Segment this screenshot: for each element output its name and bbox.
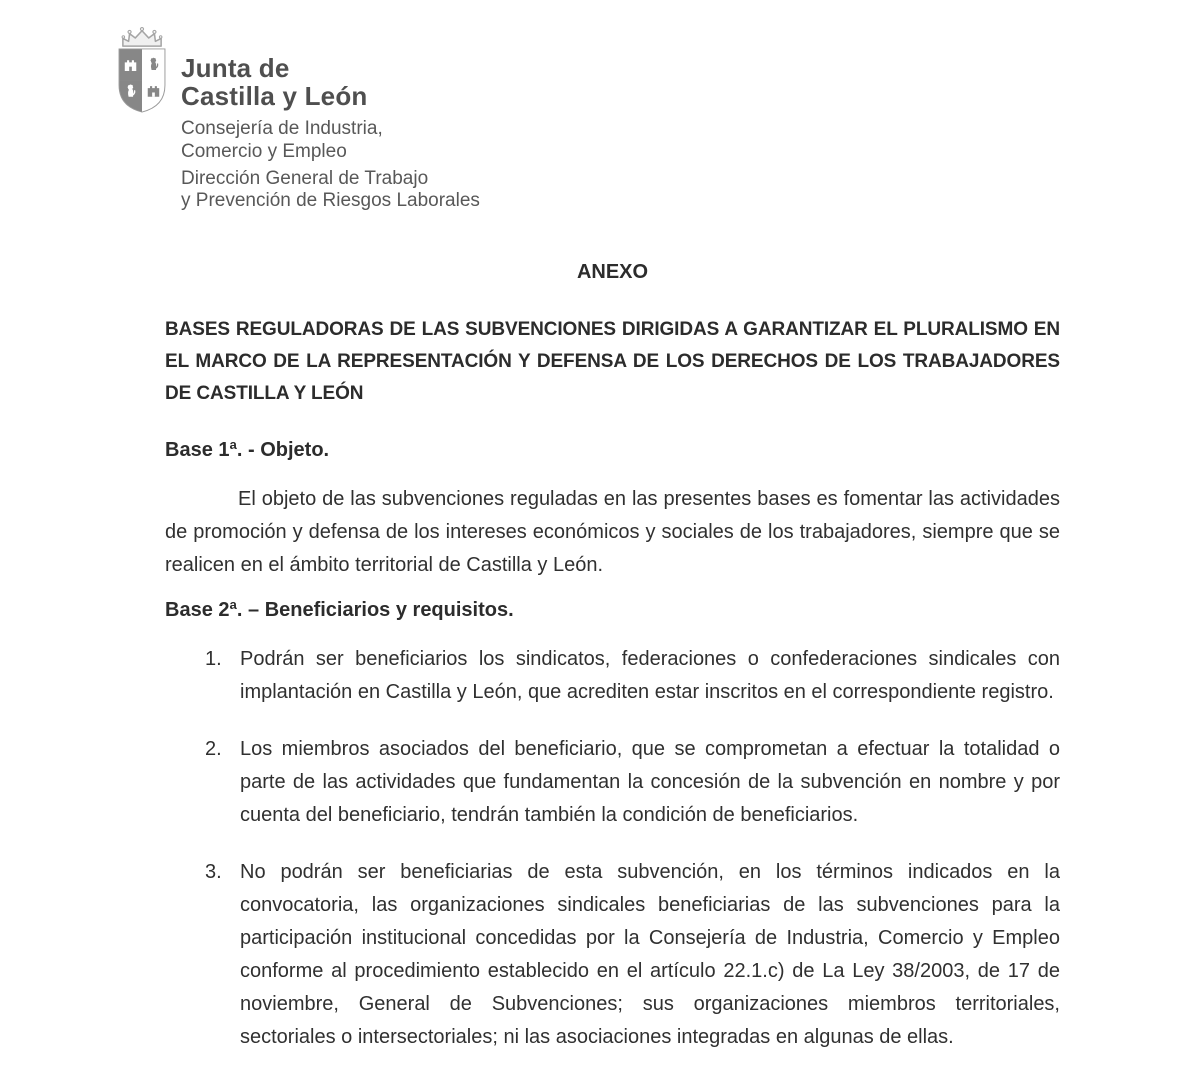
list-item — [205, 733, 1060, 832]
list-item — [205, 856, 1060, 1054]
document-body — [165, 0, 1060, 1078]
org-name-line2: Castilla y León — [181, 81, 368, 111]
department-line2: Comercio y Empleo — [181, 141, 347, 162]
list-item-number: 1. — [205, 648, 222, 670]
section-1-paragraph: El objeto de las subvenciones reguladas en las presentes bases es fomentar las actividades de promoción y defensa de los intereses económicos y sociales de los trabajadores, siempre que se realicen en el ámbito territorial de Castilla y León. — [165, 488, 1060, 576]
section-heading-base-2: Base 2ª. – Beneficiarios y requisitos. — [165, 599, 514, 621]
list-item-number: 3. — [205, 861, 222, 883]
beneficiaries-list — [205, 643, 1060, 1054]
crown-icon — [122, 28, 162, 47]
department-line1: Consejería de Industria, — [181, 118, 383, 139]
directorate-line2: y Prevención de Riesgos Laborales — [181, 190, 480, 211]
section-heading-base-1: Base 1ª. - Objeto. — [165, 439, 330, 461]
coat-of-arms-icon — [117, 26, 167, 114]
list-item-text: Podrán ser beneficiarios los sindicatos, federaciones o confederaciones sindicales con implantación en Castilla y León, que acrediten estar inscritos en el correspondiente registro. — [240, 648, 1060, 703]
annex-title: ANEXO — [576, 261, 649, 283]
list-item — [205, 643, 1060, 709]
list-item-text: Los miembros asociados del beneficiario, que se comprometan a efectuar la totalidad o parte de las actividades que fundamentan la concesión de la subvención en nombre y por cuenta del beneficiario, tendrán también la condición de beneficiarios. — [240, 738, 1060, 826]
main-heading: BASES REGULADORAS DE LAS SUBVENCIONES DIRIGIDAS A GARANTIZAR EL PLURALISMO EN EL MARCO DE LA REPRESENTACIÓN Y DEFENSA DE LOS DERECHOS DE LOS TRABAJADORES DE CASTILLA Y LEÓN — [165, 319, 1060, 404]
list-item-text: No podrán ser beneficiarias de esta subvención, en los términos indicados en la convocatoria, las organizaciones sindicales beneficiarias de las subvenciones para la participación institucional concedidas por la Consejería de Industria, Comercio y Empleo conforme al procedimiento establecido en el artículo 22.1.c) de La Ley 38/2003, de 17 de noviembre, General de Subvenciones; sus organizaciones miembros territoriales, sectoriales o intersectoriales; ni las asociaciones integradas en algunas de ellas. — [240, 861, 1060, 1048]
org-name-line1: Junta de — [181, 53, 290, 83]
list-item-number: 2. — [205, 738, 222, 760]
directorate-line1: Dirección General de Trabajo — [181, 168, 429, 189]
